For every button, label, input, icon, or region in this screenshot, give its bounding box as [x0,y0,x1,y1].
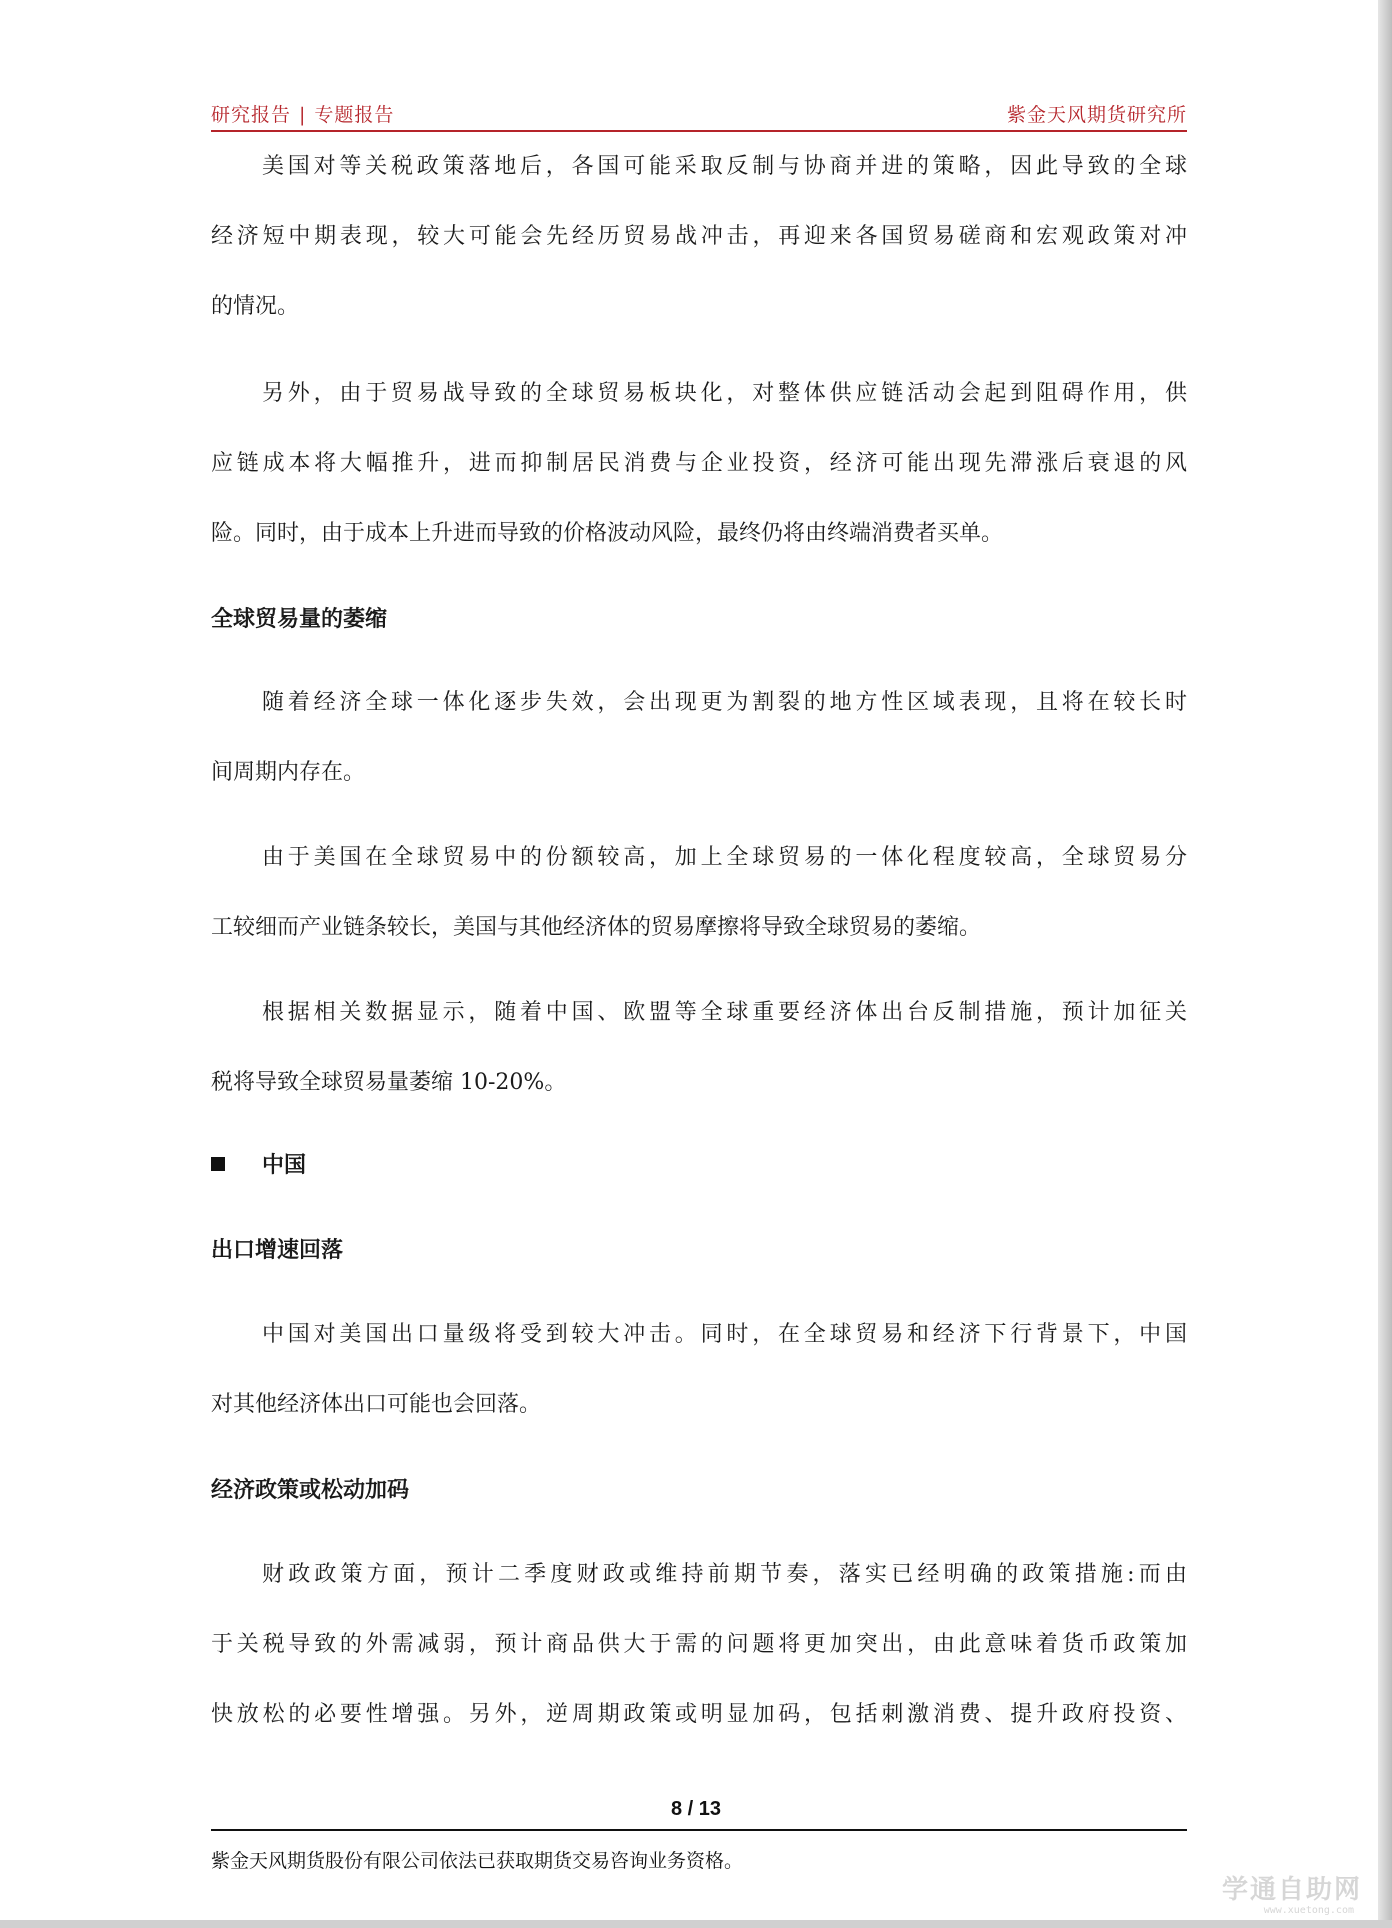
page-edge-shadow [1378,0,1392,1928]
header-report-subtype: 专题报告 [314,104,395,126]
section-heading: 经济政策或松动加码 [211,1477,410,1503]
section-heading: 出口增速回落 [211,1237,344,1263]
paragraph-line: 经济短中期表现，较大可能会先经历贸易战冲击，再迎来各国贸易磋商和宏观政策对冲 [211,224,1187,249]
paragraph-line: 间周期内存在。 [211,760,366,785]
section-title-china: 中国 [262,1152,307,1178]
paragraph-line: 对其他经济体出口可能也会回落。 [211,1392,542,1417]
paragraph-line: 中国对美国出口量级将受到较大冲击。同时，在全球贸易和经济下行背景下，中国 [262,1322,1187,1347]
page-bottom-edge [0,1920,1392,1928]
paragraph-line: 工较细而产业链条较长，美国与其他经济体的贸易摩擦将导致全球贸易的萎缩。 [211,915,982,940]
paragraph-line: 财政政策方面，预计二季度财政或维持前期节奏，落实已经明确的政策措施:而由 [262,1562,1187,1587]
page-header [211,100,1187,130]
footer-disclaimer: 紫金天风期货股份有限公司依法已获取期货交易咨询业务资格。 [211,1850,744,1872]
header-report-type: 研究报告 [211,104,292,126]
square-bullet-icon [211,1157,225,1171]
paragraph-line: 的情况。 [211,294,300,319]
section-heading: 全球贸易量的萎缩 [211,606,388,632]
paragraph-line: 另外，由于贸易战导致的全球贸易板块化，对整体供应链活动会起到阻碍作用，供 [262,381,1187,406]
paragraph-line: 险。同时，由于成本上升进而导致的价格波动风险，最终仍将由终端消费者买单。 [211,521,1004,546]
header-separator: | [299,104,307,126]
paragraph-line: 税将导致全球贸易量萎缩 10-20%。 [211,1070,567,1095]
paragraph-line: 随着经济全球一体化逐步失效，会出现更为割裂的地方性区域表现，且将在较长时 [262,690,1187,715]
header-left [211,100,394,127]
header-rule [211,130,1187,132]
footer-rule [211,1829,1187,1831]
paragraph-line: 于关税导致的外需减弱，预计商品供大于需的问题将更加突出，由此意味着货币政策加 [211,1632,1187,1657]
header-institute: 紫金天风期货研究所 [1006,104,1187,126]
paragraph-line: 应链成本将大幅推升，进而抑制居民消费与企业投资，经济可能出现先滞涨后衰退的风 [211,451,1187,476]
page-number: 8 / 13 [670,1798,722,1820]
paragraph-line: 由于美国在全球贸易中的份额较高，加上全球贸易的一体化程度较高，全球贸易分 [262,845,1187,870]
site-watermark: 学通自助网 [1221,1875,1362,1905]
paragraph-line: 根据相关数据显示，随着中国、欧盟等全球重要经济体出台反制措施，预计加征关 [262,1000,1187,1025]
paragraph-line: 美国对等关税政策落地后，各国可能采取反制与协商并进的策略，因此导致的全球 [262,154,1187,179]
site-watermark-url: www.xuetong.com [1263,1905,1354,1916]
paragraph-line: 快放松的必要性增强。另外，逆周期政策或明显加码，包括刺激消费、提升政府投资、 [211,1702,1187,1727]
